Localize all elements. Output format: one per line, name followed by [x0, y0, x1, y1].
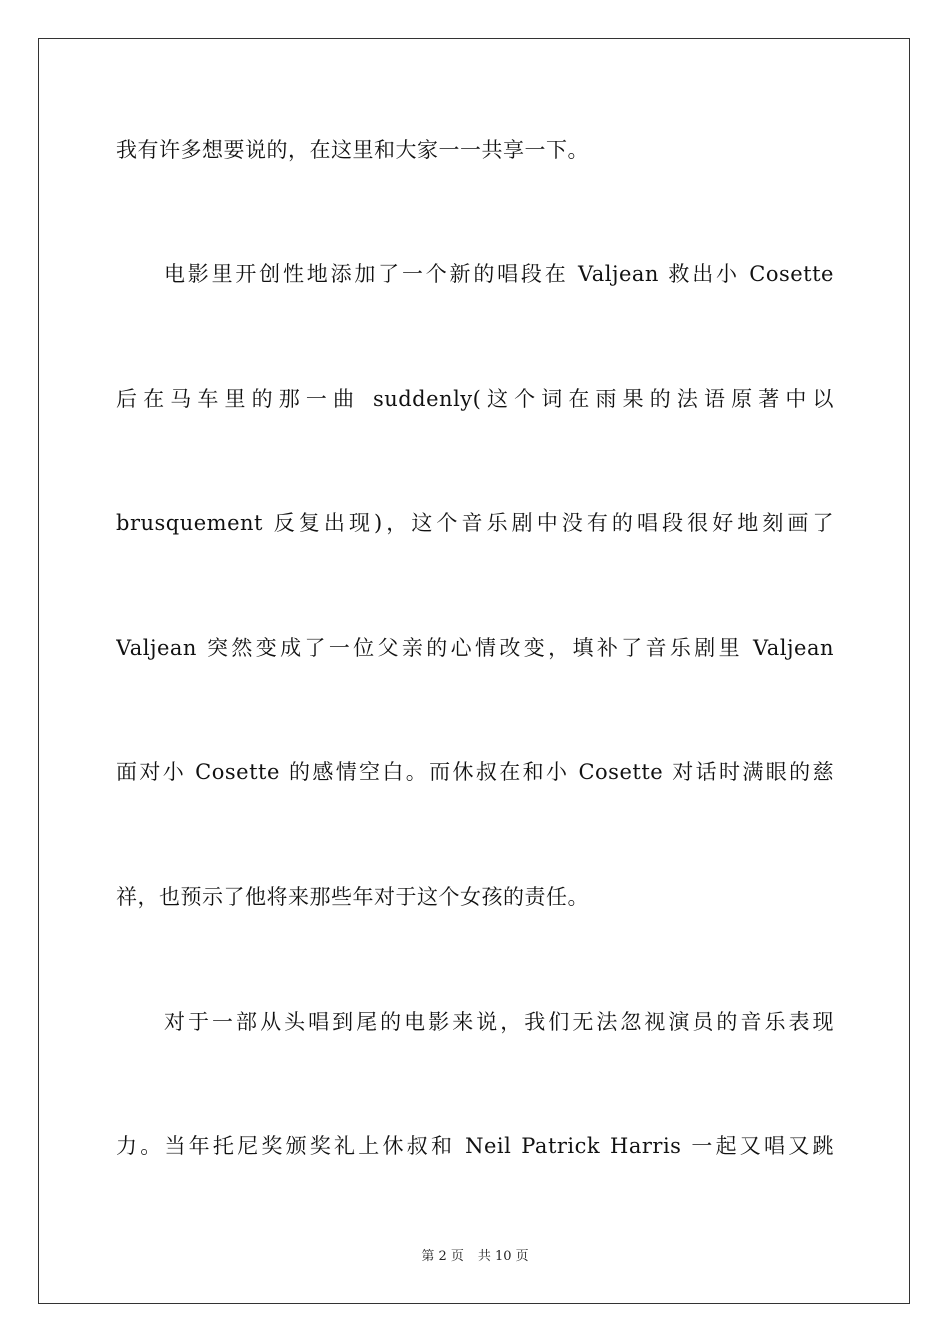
text-line-3: 后在马车里的那一曲 suddenly(这个词在雨果的法语原著中以: [116, 387, 834, 411]
text-line-2: 电影里开创性地添加了一个新的唱段在 Valjean 救出小 Cosette: [164, 262, 834, 286]
page-total: 共 10 页: [477, 1249, 529, 1264]
text-line-8: 对于一部从头唱到尾的电影来说，我们无法忽视演员的音乐表现: [164, 1010, 834, 1034]
page-footer: [0, 1248, 950, 1266]
page-number: 第 2 页: [421, 1249, 464, 1264]
text-line-1: 我有许多想要说的，在这里和大家一一共享一下。: [116, 138, 589, 162]
text-line-7: 祥，也预示了他将来那些年对于这个女孩的责任。: [116, 885, 589, 909]
page-border: [38, 38, 910, 1304]
text-line-6: 面对小 Cosette 的感情空白。而休叔在和小 Cosette 对话时满眼的慈: [116, 760, 834, 784]
text-line-5: Valjean 突然变成了一位父亲的心情改变，填补了音乐剧里 Valjean: [116, 636, 834, 660]
text-line-4: brusquement 反复出现)，这个音乐剧中没有的唱段很好地刻画了: [116, 511, 834, 535]
text-line-9: 力。当年托尼奖颁奖礼上休叔和 Neil Patrick Harris 一起又唱又跳: [116, 1134, 834, 1158]
